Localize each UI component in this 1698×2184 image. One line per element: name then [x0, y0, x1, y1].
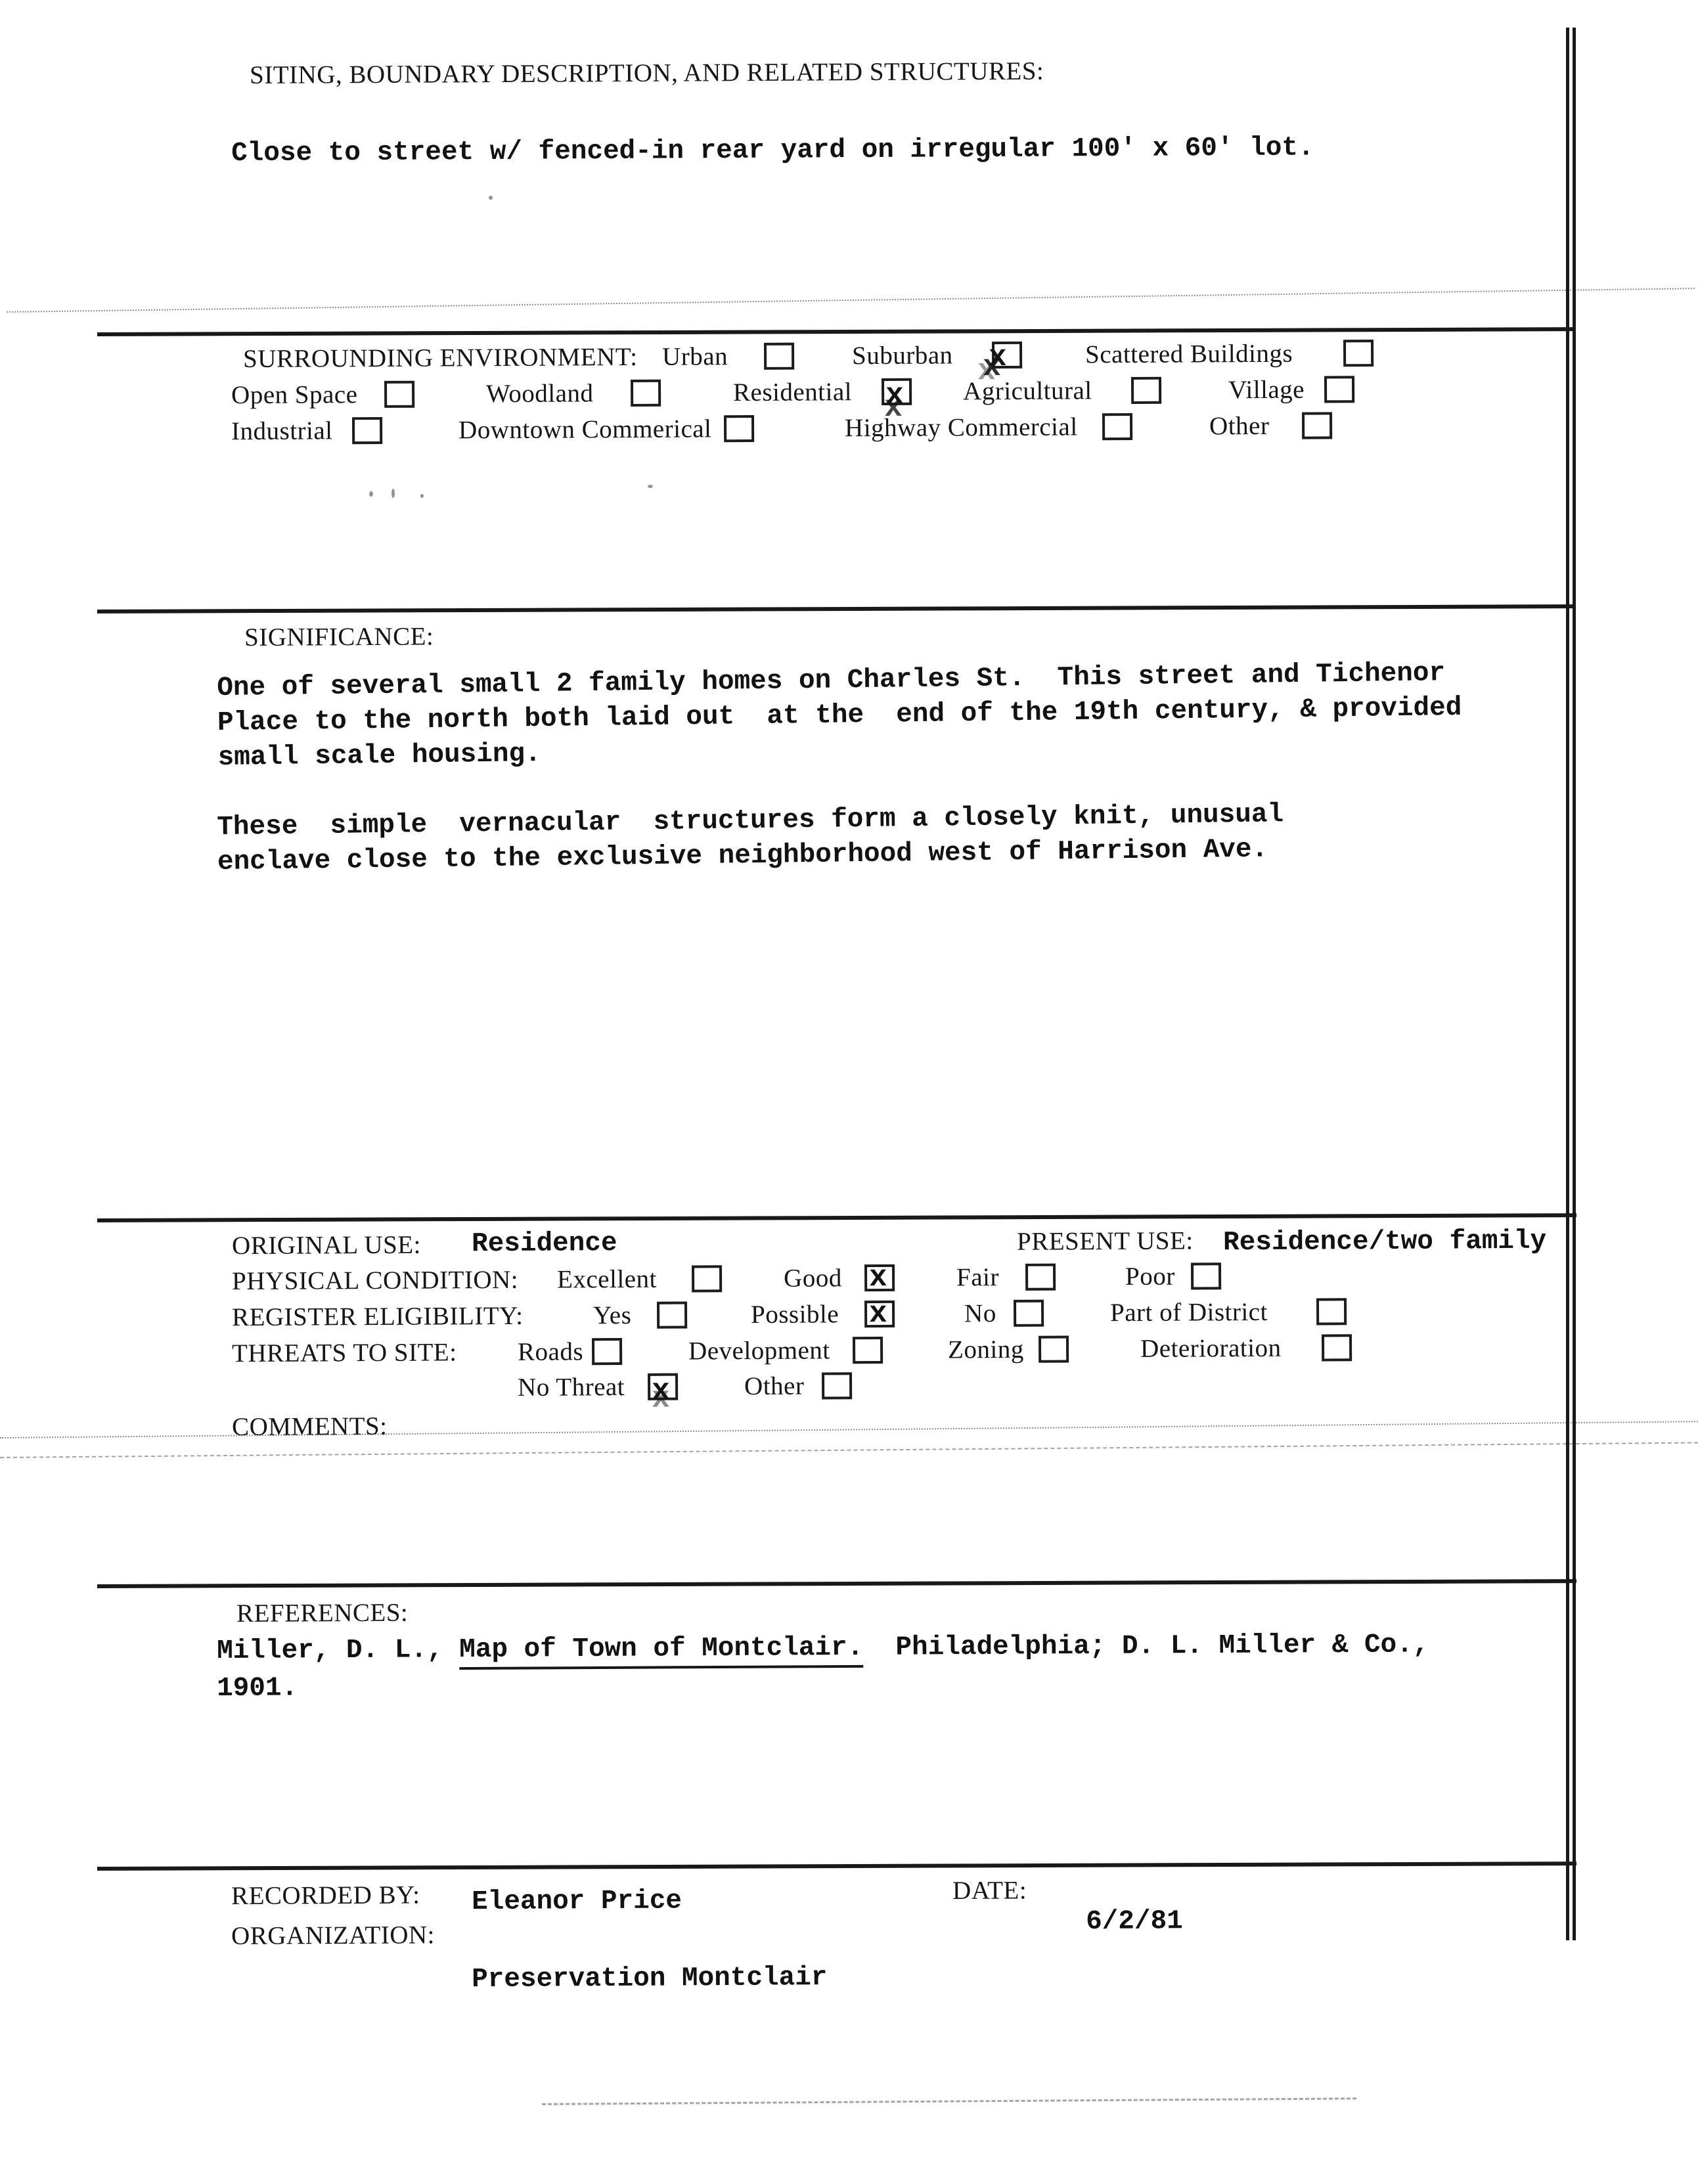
option-scattered-checkbox[interactable]: [1343, 340, 1374, 367]
significance-heading: SIGNIFICANCE:: [244, 622, 434, 652]
option-suburban-label: Suburban: [851, 341, 953, 370]
environment-row-3: [0, 409, 1698, 452]
scan-speck: [489, 196, 493, 200]
present-use-value: Residence/two family: [1222, 1226, 1547, 1259]
significance-paragraph-2: [217, 797, 1284, 880]
option-village-checkbox[interactable]: [1324, 376, 1354, 403]
significance-line: enclave close to the exclusive neighborhood west of Harrison Ave.: [217, 834, 1268, 878]
organization-value: Preservation Montclair: [472, 1963, 828, 1995]
option-zoning-label: Zoning: [947, 1335, 1024, 1364]
checkbox-x-mark: x: [988, 340, 1007, 375]
option-development-label: Development: [688, 1336, 830, 1366]
option-no-threat-checkbox[interactable]: [648, 1373, 678, 1408]
physical-condition-row: [0, 1259, 1698, 1302]
section-divider: [97, 1213, 1576, 1222]
scan-speck: [420, 494, 424, 498]
option-suburban-checkbox[interactable]: [988, 340, 1022, 375]
option-other-threat-label: Other: [744, 1371, 805, 1401]
threats-row-2: [0, 1366, 1698, 1410]
recorded-by-label: RECORDED BY:: [231, 1881, 420, 1910]
checkbox-x-mark: x: [868, 1296, 887, 1331]
physical-condition-label: PHYSICAL CONDITION:: [232, 1265, 519, 1296]
option-industrial-label: Industrial: [231, 416, 333, 446]
option-downtown-label: Downtown Commerical: [458, 414, 712, 445]
option-agricultural-checkbox[interactable]: [1131, 377, 1161, 404]
option-yes-checkbox[interactable]: [657, 1302, 687, 1329]
section-divider: [97, 604, 1574, 613]
option-good-label: Good: [783, 1264, 842, 1293]
reference-citation-line-1: [217, 1628, 1429, 1669]
date-label: DATE:: [952, 1876, 1027, 1905]
siting-section-heading: SITING, BOUNDARY DESCRIPTION, AND RELATED STRUCTURES:: [250, 56, 1044, 89]
option-possible-checkbox[interactable]: [864, 1296, 895, 1331]
recorded-by-value: Eleanor Price: [472, 1886, 682, 1917]
comments-label: COMMENTS:: [232, 1412, 388, 1441]
organization-label: ORGANIZATION:: [231, 1921, 436, 1950]
option-fair-checkbox[interactable]: [1025, 1264, 1056, 1291]
option-part-of-district-checkbox[interactable]: [1316, 1298, 1347, 1325]
scan-speck: [369, 491, 373, 497]
environment-row-2: [0, 372, 1698, 416]
option-open-space-checkbox[interactable]: [384, 381, 414, 408]
significance-line: small scale housing.: [217, 738, 541, 773]
present-use-label: PRESENT USE:: [1016, 1226, 1194, 1256]
option-other-env-checkbox[interactable]: [1302, 412, 1332, 439]
environment-row-1: [0, 336, 1698, 380]
original-use-label: ORIGINAL USE:: [232, 1230, 422, 1260]
option-urban-checkbox[interactable]: [764, 343, 794, 370]
significance-line: These simple vernacular structures form a closely knit, unusual: [217, 799, 1284, 843]
option-agricultural-label: Agricultural: [962, 376, 1092, 406]
environment-heading: SURROUNDING ENVIRONMENT:: [243, 342, 638, 374]
option-woodland-checkbox[interactable]: [631, 380, 661, 407]
option-open-space-label: Open Space: [231, 380, 358, 410]
significance-line: Place to the north both laid out at the end of the 19th century, & provided: [217, 692, 1462, 738]
section-divider: [97, 1861, 1576, 1871]
option-highway-checkbox[interactable]: [1102, 413, 1132, 440]
option-village-label: Village: [1228, 375, 1305, 405]
references-heading: REFERENCES:: [236, 1598, 409, 1628]
reference-citation-post: Philadelphia; D. L. Miller & Co.,: [863, 1630, 1429, 1663]
significance-line: One of several small 2 family homes on Charles St. This street and Tichenor: [217, 658, 1446, 703]
option-poor-label: Poor: [1125, 1262, 1175, 1291]
checkbox-x-mark: x: [652, 1373, 670, 1408]
option-zoning-checkbox[interactable]: [1039, 1335, 1069, 1362]
option-no-threat-label: No Threat: [517, 1373, 625, 1402]
option-excellent-checkbox[interactable]: [692, 1265, 722, 1292]
option-scattered-label: Scattered Buildings: [1084, 339, 1293, 369]
scan-speck: [648, 485, 653, 488]
option-other-env-label: Other: [1209, 411, 1270, 441]
option-industrial-checkbox[interactable]: [352, 417, 382, 444]
section-divider: [97, 327, 1574, 336]
option-good-checkbox[interactable]: [864, 1260, 895, 1295]
option-residential-checkbox[interactable]: [882, 378, 912, 412]
option-poor-checkbox[interactable]: [1191, 1262, 1221, 1289]
reference-citation-title-underlined: Map of Town of Montclair.: [459, 1633, 863, 1670]
option-possible-label: Possible: [750, 1300, 839, 1329]
option-roads-label: Roads: [517, 1337, 584, 1366]
siting-text: Close to street w/ fenced-in rear yard on irregular 100' x 60' lot.: [231, 133, 1314, 169]
checkbox-x-mark: x: [885, 378, 904, 412]
option-woodland-label: Woodland: [485, 379, 594, 409]
option-residential-label: Residential: [732, 378, 853, 407]
option-no-label: No: [964, 1299, 996, 1328]
option-excellent-label: Excellent: [556, 1264, 657, 1294]
option-fair-label: Fair: [956, 1263, 1000, 1292]
threats-label: THREATS TO SITE:: [232, 1338, 457, 1368]
scan-artifact-dotted-line: [7, 288, 1695, 313]
section-divider: [97, 1579, 1576, 1588]
date-value: 6/2/81: [1086, 1906, 1183, 1937]
reference-citation-pre: Miller, D. L.,: [217, 1635, 460, 1666]
original-use-value: Residence: [471, 1228, 617, 1260]
option-development-checkbox[interactable]: [853, 1337, 883, 1364]
checkbox-x-mark: x: [868, 1260, 887, 1295]
register-eligibility-row: [0, 1295, 1698, 1338]
page-right-double-rule: [1566, 28, 1576, 1940]
option-highway-label: Highway Commercial: [844, 412, 1078, 443]
register-eligibility-label: REGISTER ELIGIBILITY:: [232, 1301, 524, 1332]
scan-artifact-dotted-line: [542, 2097, 1356, 2105]
option-no-checkbox[interactable]: [1014, 1300, 1044, 1327]
reference-citation-line-2: 1901.: [217, 1673, 298, 1704]
option-deterioration-label: Deterioration: [1140, 1333, 1282, 1363]
option-yes-label: Yes: [592, 1301, 632, 1330]
scan-artifact-dotted-line: [0, 1442, 1698, 1458]
option-part-of-district-label: Part of District: [1109, 1297, 1268, 1327]
option-other-threat-checkbox[interactable]: [822, 1372, 852, 1399]
significance-paragraph-1: [217, 656, 1462, 776]
option-urban-label: Urban: [661, 342, 728, 371]
scan-speck: [391, 489, 395, 498]
option-deterioration-checkbox[interactable]: [1322, 1334, 1352, 1361]
option-downtown-checkbox[interactable]: [724, 415, 754, 442]
option-roads-checkbox[interactable]: [592, 1338, 622, 1365]
